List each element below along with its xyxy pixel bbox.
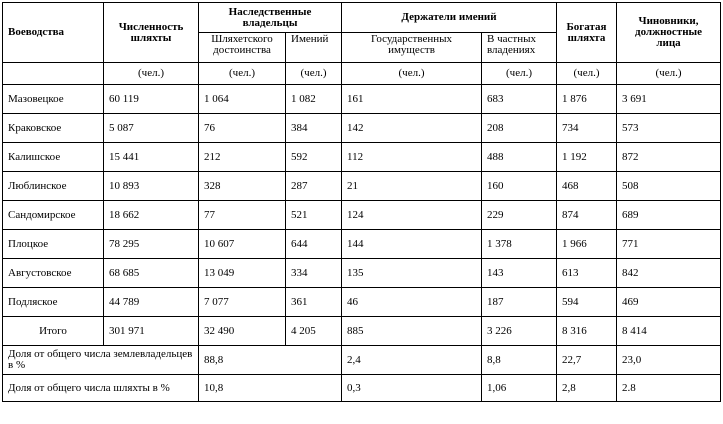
cell-noble: 77 xyxy=(199,201,286,230)
share-nobility-state: 0,3 xyxy=(342,375,482,402)
header-voevodstvo: Воеводства xyxy=(3,3,104,63)
row-name: Краковское xyxy=(3,114,104,143)
cell-private: 208 xyxy=(482,114,557,143)
header-rich: Богатая шляхта xyxy=(557,3,617,63)
cell-count: 15 441 xyxy=(104,143,199,172)
cell-officials: 573 xyxy=(617,114,721,143)
cell-state: 112 xyxy=(342,143,482,172)
cell-private: 160 xyxy=(482,172,557,201)
cell-state: 135 xyxy=(342,259,482,288)
cell-state: 885 xyxy=(342,317,482,346)
share-nobility-rich: 2,8 xyxy=(557,375,617,402)
cell-private: 1 378 xyxy=(482,230,557,259)
header-holders-state: Государственных имуществ xyxy=(342,33,482,63)
cell-noble: 76 xyxy=(199,114,286,143)
cell-count: 68 685 xyxy=(104,259,199,288)
row-name: Люблинское xyxy=(3,172,104,201)
cell-rich: 8 316 xyxy=(557,317,617,346)
row-name: Калишское xyxy=(3,143,104,172)
share-nobility-private: 1,06 xyxy=(482,375,557,402)
cell-officials: 872 xyxy=(617,143,721,172)
row-name: Мазовецкое xyxy=(3,85,104,114)
cell-estates: 361 xyxy=(286,288,342,317)
unit-noble: (чел.) xyxy=(199,63,286,85)
cell-count: 60 119 xyxy=(104,85,199,114)
share-nobility-label: Доля от общего числа шляхты в % xyxy=(3,375,199,402)
share-nobility-row xyxy=(3,375,721,402)
cell-noble: 1 064 xyxy=(199,85,286,114)
cell-noble: 328 xyxy=(199,172,286,201)
share-landowners-rich: 22,7 xyxy=(557,346,617,375)
table-row xyxy=(3,317,721,346)
cell-state: 46 xyxy=(342,288,482,317)
table-row xyxy=(3,288,721,317)
cell-estates: 1 082 xyxy=(286,85,342,114)
cell-private: 143 xyxy=(482,259,557,288)
cell-private: 187 xyxy=(482,288,557,317)
share-landowners-state: 2,4 xyxy=(342,346,482,375)
cell-rich: 1 876 xyxy=(557,85,617,114)
header-holders-private: В частных владениях xyxy=(482,33,557,63)
cell-count: 18 662 xyxy=(104,201,199,230)
header-officials: Чиновники, должностные лица xyxy=(617,3,721,63)
table-row xyxy=(3,85,721,114)
unit-row xyxy=(3,63,721,85)
cell-rich: 1 192 xyxy=(557,143,617,172)
cell-noble: 32 490 xyxy=(199,317,286,346)
cell-count: 78 295 xyxy=(104,230,199,259)
row-name: Августовское xyxy=(3,259,104,288)
cell-count: 5 087 xyxy=(104,114,199,143)
cell-noble: 7 077 xyxy=(199,288,286,317)
table-row xyxy=(3,172,721,201)
share-landowners-officials: 23,0 xyxy=(617,346,721,375)
cell-noble: 13 049 xyxy=(199,259,286,288)
table-body xyxy=(3,85,721,346)
unit-state: (чел.) xyxy=(342,63,482,85)
table-row xyxy=(3,201,721,230)
share-nobility-noble: 10,8 xyxy=(199,375,342,402)
cell-officials: 508 xyxy=(617,172,721,201)
cell-private: 488 xyxy=(482,143,557,172)
share-landowners-label: Доля от общего числа землевладельцев в % xyxy=(3,346,199,375)
cell-noble: 10 607 xyxy=(199,230,286,259)
unit-count: (чел.) xyxy=(104,63,199,85)
cell-noble: 212 xyxy=(199,143,286,172)
cell-officials: 469 xyxy=(617,288,721,317)
cell-count: 10 893 xyxy=(104,172,199,201)
unit-rich: (чел.) xyxy=(557,63,617,85)
header-count: Численность шляхты xyxy=(104,3,199,63)
cell-officials: 771 xyxy=(617,230,721,259)
cell-private: 683 xyxy=(482,85,557,114)
cell-state: 161 xyxy=(342,85,482,114)
cell-count: 44 789 xyxy=(104,288,199,317)
header-holders: Держатели имений xyxy=(342,3,557,33)
cell-count: 301 971 xyxy=(104,317,199,346)
cell-officials: 3 691 xyxy=(617,85,721,114)
header-row-1 xyxy=(3,3,721,33)
cell-estates: 644 xyxy=(286,230,342,259)
cell-rich: 734 xyxy=(557,114,617,143)
table-row xyxy=(3,230,721,259)
table-row xyxy=(3,143,721,172)
cell-officials: 8 414 xyxy=(617,317,721,346)
cell-rich: 613 xyxy=(557,259,617,288)
unit-estates: (чел.) xyxy=(286,63,342,85)
table-row xyxy=(3,114,721,143)
header-hereditary-noble: Шляхетского достоинства xyxy=(199,33,286,63)
cell-state: 124 xyxy=(342,201,482,230)
cell-estates: 592 xyxy=(286,143,342,172)
cell-state: 144 xyxy=(342,230,482,259)
table-row xyxy=(3,259,721,288)
cell-estates: 4 205 xyxy=(286,317,342,346)
share-nobility-officials: 2.8 xyxy=(617,375,721,402)
share-landowners-private: 8,8 xyxy=(482,346,557,375)
unit-private: (чел.) xyxy=(482,63,557,85)
cell-state: 142 xyxy=(342,114,482,143)
share-landowners-noble: 88,8 xyxy=(199,346,342,375)
cell-private: 229 xyxy=(482,201,557,230)
cell-officials: 689 xyxy=(617,201,721,230)
cell-estates: 334 xyxy=(286,259,342,288)
cell-officials: 842 xyxy=(617,259,721,288)
row-name: Подляское xyxy=(3,288,104,317)
cell-state: 21 xyxy=(342,172,482,201)
cell-estates: 287 xyxy=(286,172,342,201)
share-landowners-row xyxy=(3,346,721,375)
row-name: Сандомирское xyxy=(3,201,104,230)
cell-private: 3 226 xyxy=(482,317,557,346)
row-name: Итого xyxy=(3,317,104,346)
unit-empty xyxy=(3,63,104,85)
cell-rich: 468 xyxy=(557,172,617,201)
cell-estates: 521 xyxy=(286,201,342,230)
cell-rich: 1 966 xyxy=(557,230,617,259)
cell-rich: 874 xyxy=(557,201,617,230)
cell-estates: 384 xyxy=(286,114,342,143)
cell-rich: 594 xyxy=(557,288,617,317)
unit-officials: (чел.) xyxy=(617,63,721,85)
row-name: Плоцкое xyxy=(3,230,104,259)
header-hereditary: Наследственные владельцы xyxy=(199,3,342,33)
header-hereditary-estates: Имений xyxy=(286,33,342,63)
statistics-table xyxy=(2,2,721,402)
